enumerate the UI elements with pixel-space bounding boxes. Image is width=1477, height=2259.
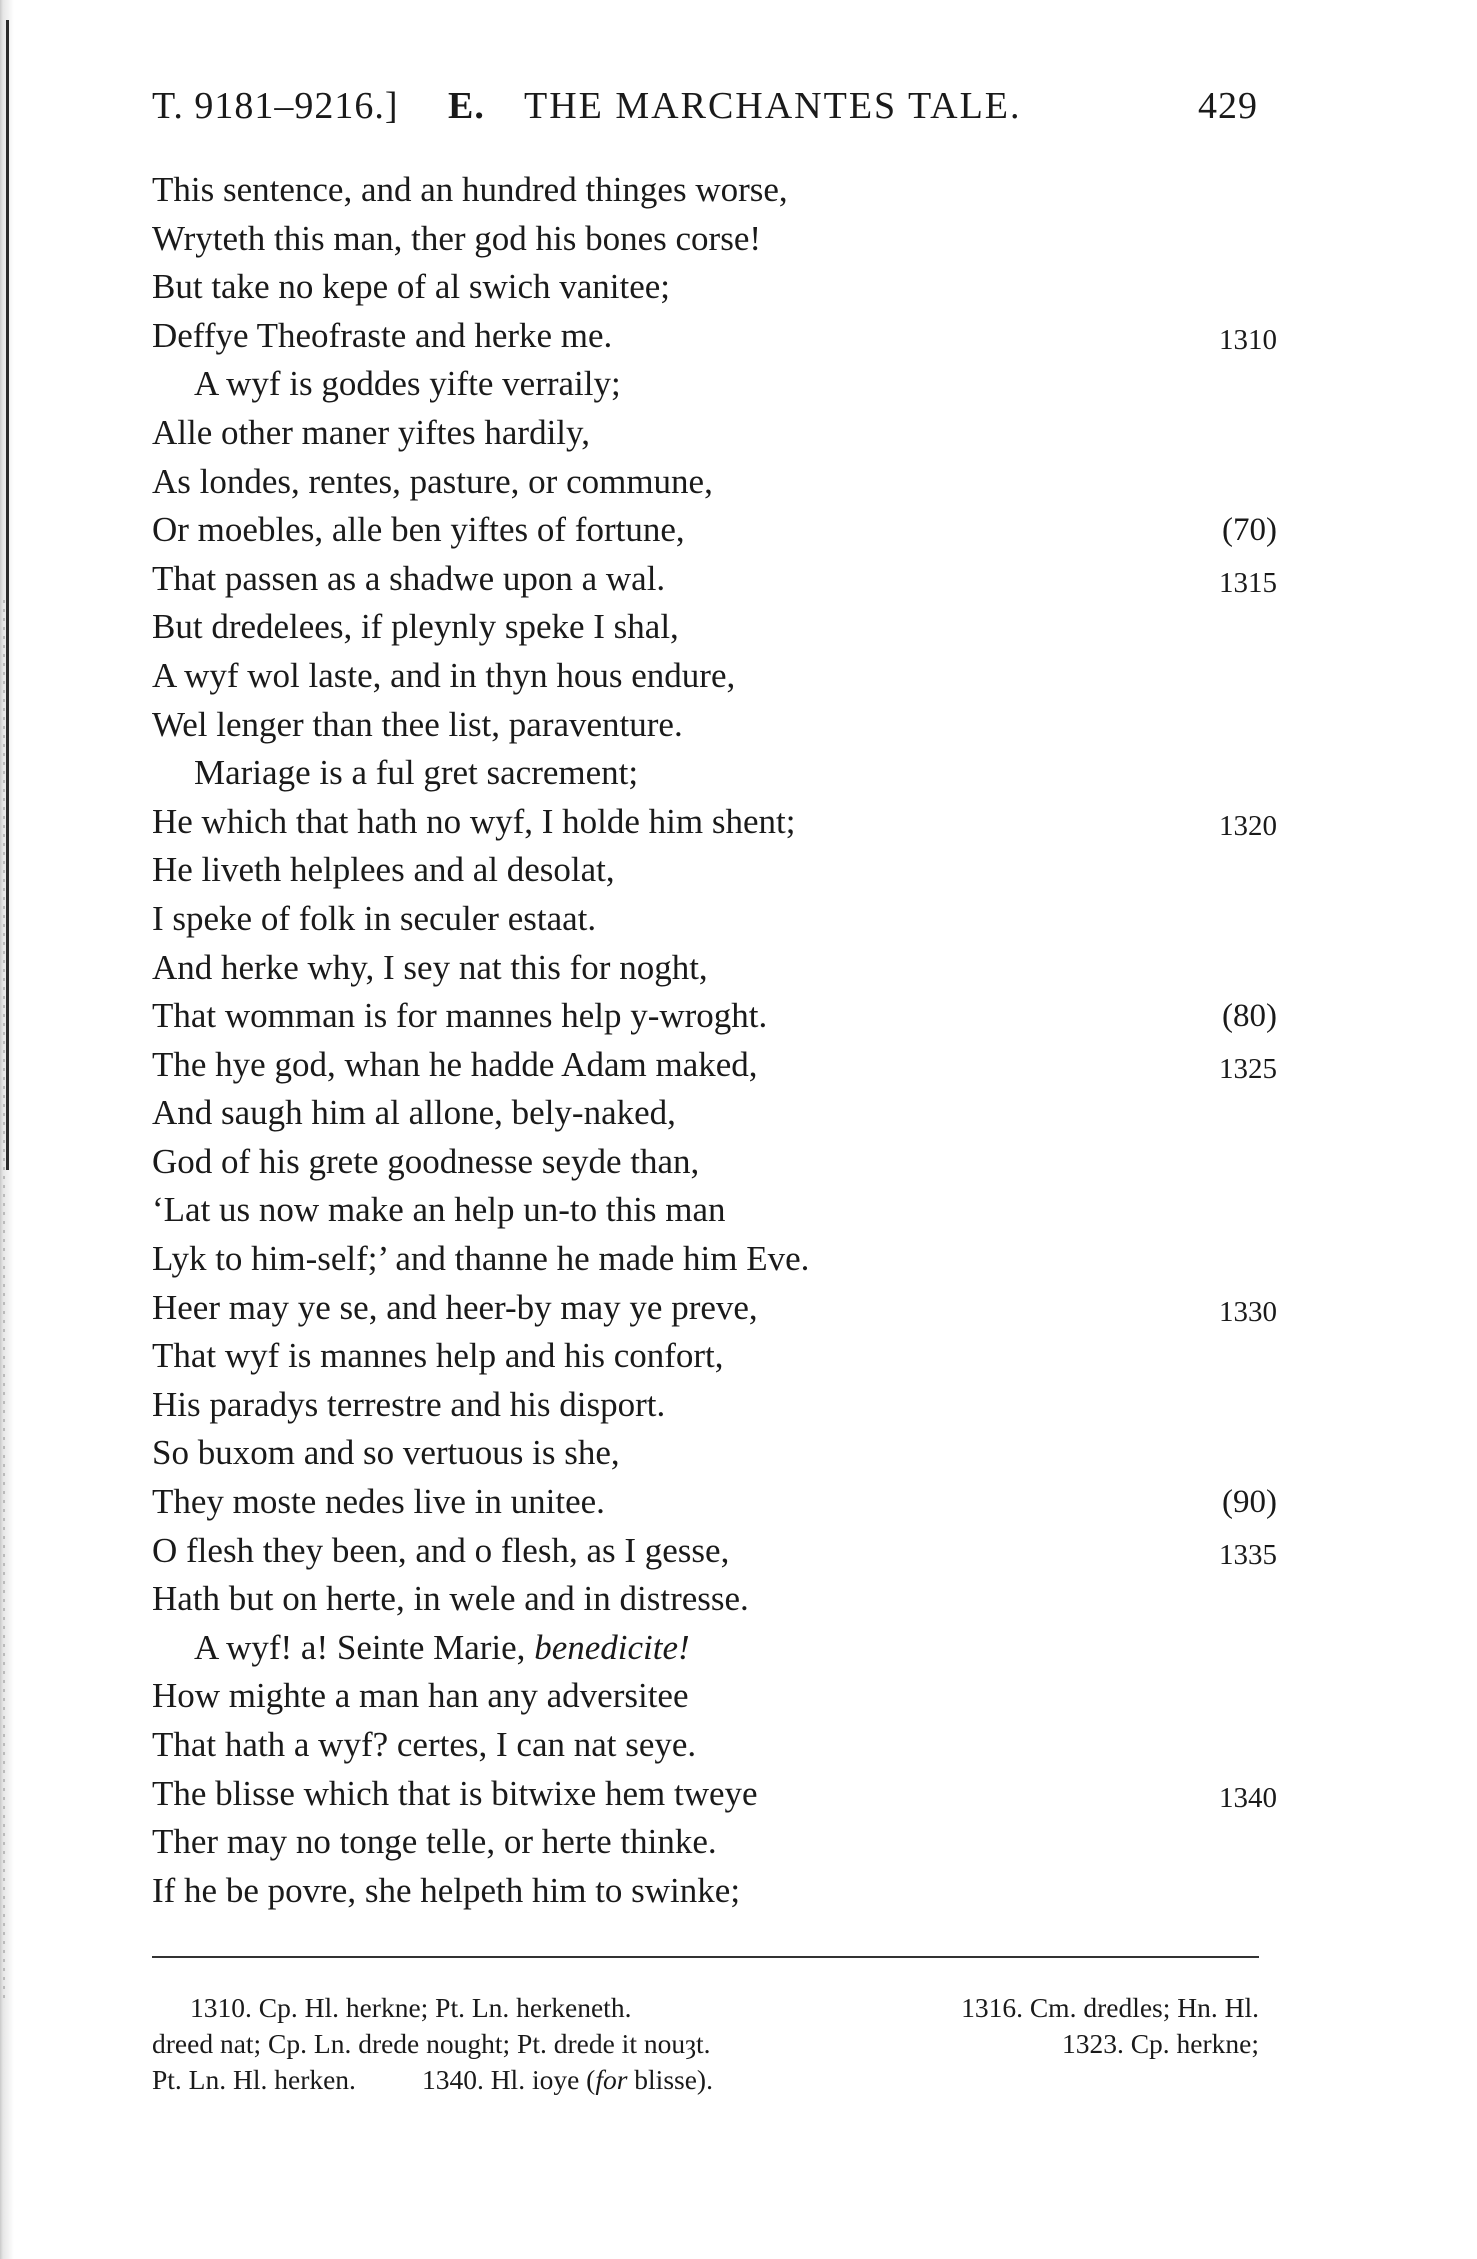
header-section: E. bbox=[448, 85, 485, 127]
verse-line bbox=[152, 1575, 1277, 1624]
verse-text: Wryteth this man, ther god his bones corse! bbox=[152, 218, 762, 258]
footnote-1323: 1323. Cp. herkne; bbox=[1061, 2028, 1259, 2059]
footnote-rule bbox=[152, 1956, 1259, 1958]
verse-text: But dredelees, if pleynly speke I shal, bbox=[152, 607, 679, 647]
running-header bbox=[152, 84, 1262, 144]
verse-line bbox=[152, 409, 1277, 458]
footnote-line bbox=[152, 2026, 1259, 2062]
verse-line bbox=[152, 944, 1277, 993]
verse-text: Hath but on herte, in wele and in distresse. bbox=[152, 1579, 749, 1619]
verse-text: He liveth helplees and al desolat, bbox=[152, 850, 615, 890]
verse-text: They moste nedes live in unitee. bbox=[152, 1482, 605, 1522]
verse-line bbox=[152, 798, 1277, 847]
line-number: 1325 bbox=[1219, 1052, 1277, 1085]
header-line-range: T. 9181–9216.] bbox=[152, 85, 399, 127]
verse-text: So buxom and so vertuous is she, bbox=[152, 1433, 620, 1473]
footnote-1316-cont: dreed nat; Cp. Ln. drede nought; Pt. drede it nouȝt. bbox=[152, 2028, 711, 2059]
verse-text: Ther may no tonge telle, or herte thinke. bbox=[152, 1822, 717, 1862]
verse-text: Wel lenger than thee list, paraventure. bbox=[152, 704, 683, 744]
verse-line bbox=[152, 1867, 1277, 1916]
page-edge-speckle bbox=[3, 600, 5, 2000]
footnote-line bbox=[152, 1990, 1259, 2026]
verse-text: Alle other maner yiftes hardily, bbox=[152, 412, 590, 452]
verse-text: A wyf! a! Seinte Marie, bbox=[194, 1627, 535, 1667]
verse-text: Heer may ye se, and heer-by may ye preve, bbox=[152, 1287, 758, 1327]
verse-line bbox=[152, 895, 1277, 944]
verse-line bbox=[152, 1770, 1277, 1819]
verse-text: God of his grete goodnesse seyde than, bbox=[152, 1141, 700, 1181]
verse-line bbox=[152, 1672, 1277, 1721]
verse-italic: benedicite! bbox=[534, 1627, 690, 1667]
group-number: (90) bbox=[1222, 1484, 1277, 1521]
verse-line bbox=[152, 1429, 1277, 1478]
verse-text: He which that hath no wyf, I holde him shent; bbox=[152, 801, 796, 841]
footnotes bbox=[152, 1990, 1259, 2098]
verse-line bbox=[152, 603, 1277, 652]
footnote-1310: 1310. Cp. Hl. herkne; Pt. Ln. herkeneth. bbox=[190, 1992, 632, 2023]
group-number: (70) bbox=[1222, 512, 1277, 549]
footnote-1340: 1340. Hl. ioye (for blisse). bbox=[421, 2064, 713, 2095]
header-title: THE MARCHANTES TALE. bbox=[524, 85, 1022, 127]
verse-line bbox=[152, 1527, 1277, 1576]
verse-line bbox=[152, 1089, 1277, 1138]
page-edge-line bbox=[6, 20, 9, 1170]
verse-line bbox=[152, 1284, 1277, 1333]
verse-text: How mighte a man han any adversitee bbox=[152, 1676, 689, 1716]
verse-line bbox=[152, 1478, 1277, 1527]
verse-line bbox=[152, 1332, 1277, 1381]
verse-line bbox=[152, 555, 1277, 604]
line-number: 1340 bbox=[1219, 1781, 1277, 1814]
verse-text: A wyf wol laste, and in thyn hous endure, bbox=[152, 655, 736, 695]
verse-line bbox=[152, 1138, 1277, 1187]
line-number: 1330 bbox=[1219, 1295, 1277, 1328]
footnote-1316: 1316. Cm. dredles; Hn. Hl. bbox=[961, 1992, 1259, 2023]
verse-line bbox=[152, 701, 1277, 750]
verse-line bbox=[152, 1235, 1277, 1284]
verse-line bbox=[152, 846, 1277, 895]
verse-text: This sentence, and an hundred thinges worse, bbox=[152, 170, 788, 209]
verse-line bbox=[152, 166, 1277, 215]
verse-line bbox=[152, 1186, 1277, 1235]
verse-text: Lyk to him-self;’ and thanne he made him Eve. bbox=[152, 1239, 810, 1279]
verse-text: And saugh him al allone, bely-naked, bbox=[152, 1093, 676, 1133]
verse-text: Deffye Theofraste and herke me. bbox=[152, 315, 613, 355]
verse-line bbox=[152, 458, 1277, 507]
verse-text: O flesh they been, and o flesh, as I gesse, bbox=[152, 1530, 730, 1570]
verse-text: That passen as a shadwe upon a wal. bbox=[152, 558, 666, 598]
verse-text: The blisse which that is bitwixe hem tweye bbox=[152, 1773, 758, 1813]
line-number: 1315 bbox=[1219, 566, 1277, 599]
verse-line bbox=[152, 312, 1277, 361]
footnote-1323-cont: Pt. Ln. Hl. herken. bbox=[152, 2064, 356, 2095]
verse-text: A wyf is goddes yifte verraily; bbox=[194, 364, 621, 404]
verse-line bbox=[152, 360, 1277, 409]
verse-line bbox=[152, 215, 1277, 264]
footnote-line bbox=[152, 2062, 1259, 2098]
page-number: 429 bbox=[1198, 85, 1258, 127]
verse-text: And herke why, I sey nat this for noght, bbox=[152, 947, 708, 987]
group-number: (80) bbox=[1222, 998, 1277, 1035]
verse-text: The hye god, whan he hadde Adam maked, bbox=[152, 1044, 758, 1084]
line-number: 1320 bbox=[1219, 809, 1277, 842]
verse-line bbox=[152, 992, 1277, 1041]
verse-text: His paradys terrestre and his disport. bbox=[152, 1384, 666, 1424]
verse-text-block bbox=[152, 166, 1277, 1915]
verse-text: Or moebles, alle ben yiftes of fortune, bbox=[152, 510, 685, 550]
verse-text: That wyf is mannes help and his confort, bbox=[152, 1336, 724, 1376]
verse-line bbox=[152, 506, 1277, 555]
verse-line bbox=[152, 1624, 1277, 1673]
verse-line bbox=[152, 1818, 1277, 1867]
verse-text: That womman is for mannes help y-wroght. bbox=[152, 996, 768, 1036]
verse-text: As londes, rentes, pasture, or commune, bbox=[152, 461, 713, 501]
verse-text: If he be povre, she helpeth him to swinke; bbox=[152, 1870, 741, 1910]
line-number: 1310 bbox=[1219, 323, 1277, 356]
verse-line bbox=[152, 1041, 1277, 1090]
verse-text: ‘Lat us now make an help un-to this man bbox=[152, 1190, 726, 1230]
verse-line bbox=[152, 652, 1277, 701]
verse-line bbox=[152, 1721, 1277, 1770]
verse-text: But take no kepe of al swich vanitee; bbox=[152, 267, 671, 307]
verse-line bbox=[152, 263, 1277, 312]
verse-text: That hath a wyf? certes, I can nat seye. bbox=[152, 1725, 697, 1764]
line-number: 1335 bbox=[1219, 1538, 1277, 1571]
verse-text: Mariage is a ful gret sacrement; bbox=[194, 753, 639, 793]
verse-line bbox=[152, 1381, 1277, 1430]
verse-text: I speke of folk in seculer estaat. bbox=[152, 898, 597, 938]
verse-line bbox=[152, 749, 1277, 798]
